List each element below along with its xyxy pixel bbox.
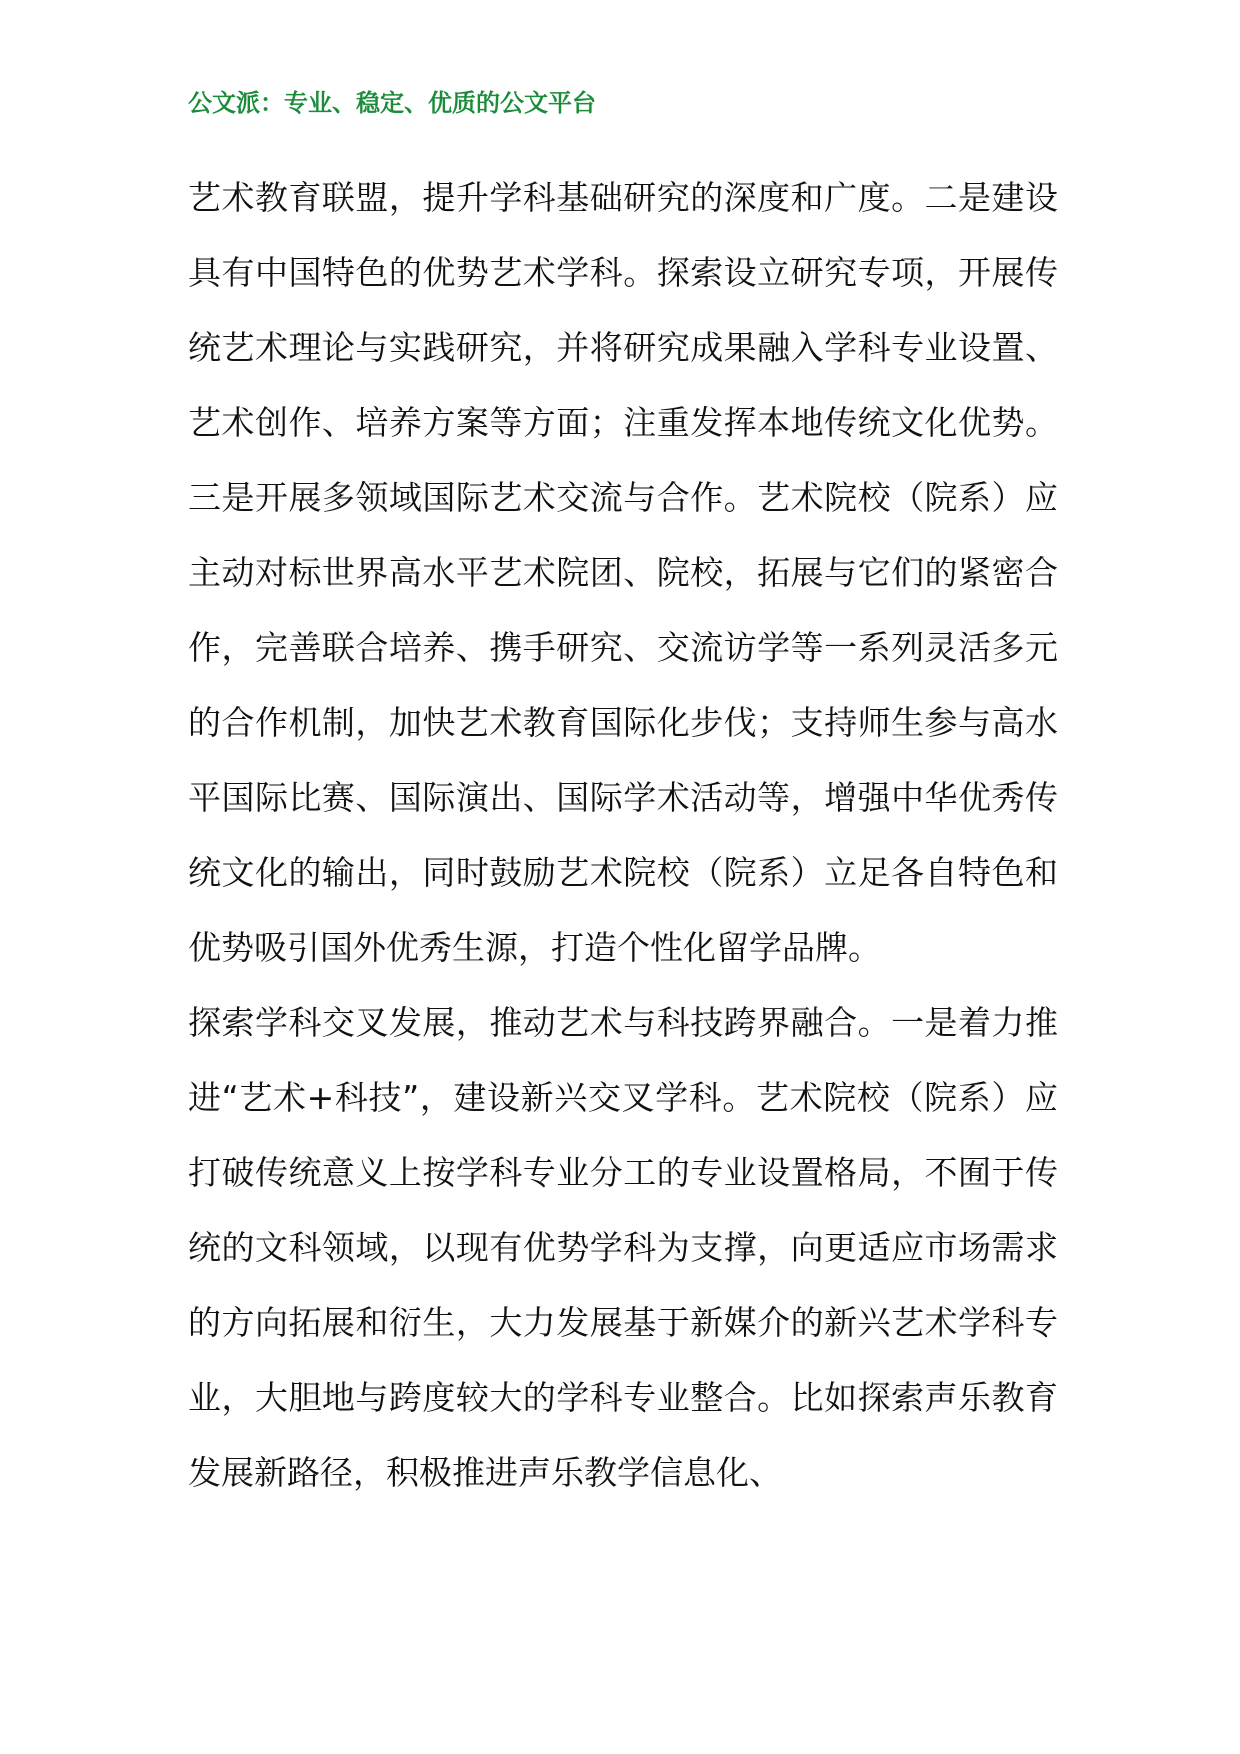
page-header: 公文派：专业、稳定、优质的公文平台 xyxy=(188,89,596,117)
paragraph-1: 艺术教育联盟，提升学科基础研究的深度和广度。二是建设具有中国特色的优势艺术学科。探索设立研究专项，开展传统艺术理论与实践研究，并将研究成果融入学科专业设置、艺术创作、培养方案等方面；注重发挥本地传统文化优势。三是开展多领域国际艺术交流与合作。艺术院校（院系）应主动对标世界高水平艺术院团、院校，拓展与它们的紧密合作，完善联合培养、携手研究、交流访学等一系列灵活多元的合作机制，加快艺术教育国际化步伐；支持师生参与高水平国际比赛、国际演出、国际学术活动等，增强中华优秀传统文化的输出，同时鼓励艺术院校（院系）立足各自特色和优势吸引国外优秀生源，打造个性化留学品牌。 xyxy=(188,178,1058,967)
document-body xyxy=(188,160,1058,1510)
paragraph-2: 探索学科交叉发展，推动艺术与科技跨界融合。一是着力推进“艺术+科技”，建设新兴交叉学科。艺术院校（院系）应打破传统意义上按学科专业分工的专业设置格局，不囿于传统的文科领域，以现有优势学科为支撑，向更适应市场需求的方向拓展和衍生，大力发展基于新媒介的新兴艺术学科专业，大胆地与跨度较大的学科专业整合。比如探索声乐教育发展新路径，积极推进声乐教学信息化、 xyxy=(188,1003,1058,1492)
